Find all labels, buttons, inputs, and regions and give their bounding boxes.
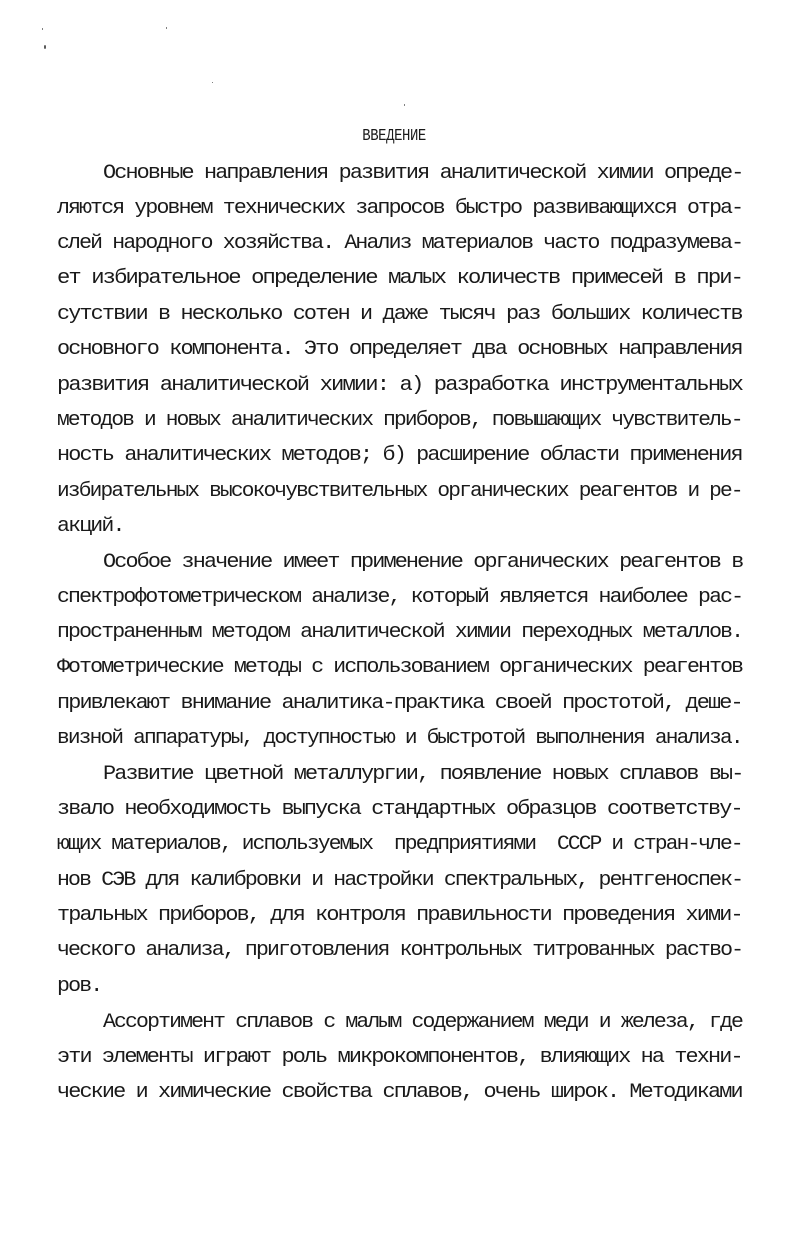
text-line: ческого анализа, приготовления контрольных титрованных раство- [57, 939, 743, 962]
text-line: ющих материалов, используемых предприятиями СССР и стран-чле- [57, 833, 742, 856]
text-line: эти элементы играют роль микрокомпонентов, влияющих на техни- [57, 1046, 742, 1069]
text-line: привлекают внимание аналитика-практика своей простотой, деше- [57, 692, 742, 715]
text-line: ляются уровнем технических запросов быстро развивающихся отра- [57, 197, 743, 220]
text-line: звало необходимость выпуска стандартных образцов соответству- [57, 798, 742, 821]
text-line: ность аналитических методов; б) расширение области применения [57, 444, 742, 467]
text-line: Основные направления развития аналитической химии опреде- [103, 162, 743, 185]
text-line: нов СЭВ для калибровки и настройки спектральных, рентгеноспек- [57, 869, 743, 892]
text-line: ческие и химические свойства сплавов, очень широк. Методиками [57, 1081, 742, 1104]
text-line: тральных приборов, для контроля правильности проведения хими- [57, 904, 742, 927]
text-line: спектрофотометрическом анализе, который является наиболее рас- [57, 586, 743, 609]
scan-speck [44, 45, 46, 49]
text-line: основного компонента. Это определяет два основных направления [57, 338, 742, 361]
text-line: ров. [57, 975, 102, 998]
text-line: Развитие цветной металлургии, появление новых сплавов вы- [103, 763, 743, 786]
text-line: визной аппаратуры, доступностью и быстротой выполнения анализа. [57, 727, 742, 750]
section-heading: ВВЕДЕНИЕ [362, 127, 426, 146]
text-line: акций. [57, 515, 124, 538]
scan-speck [404, 104, 405, 106]
text-line: Особое значение имеет применение органических реагентов в [103, 551, 743, 574]
scan-speck [212, 82, 213, 83]
text-line: пространенным методом аналитической химии переходных металлов. [57, 621, 743, 644]
text-line: избирательных высокочувствительных органических реагентов и ре- [57, 480, 742, 503]
text-line: методов и новых аналитических приборов, повышающих чувствитель- [57, 409, 742, 432]
text-line: Фотометрические методы с использованием органических реагентов [57, 656, 743, 679]
text-line: развития аналитической химии: а) разработка инструментальных [57, 374, 743, 397]
text-line: слей народного хозяйства. Анализ материалов часто подразумева- [57, 232, 743, 255]
text-line: Ассортимент сплавов с малым содержанием меди и железа, где [103, 1011, 743, 1034]
scan-speck [166, 27, 167, 29]
text-line: сутствии в несколько сотен и даже тысяч раз больших количеств [57, 303, 742, 326]
scan-speck [42, 28, 43, 30]
text-line: ет избирательное определение малых количеств примесей в при- [57, 267, 743, 290]
